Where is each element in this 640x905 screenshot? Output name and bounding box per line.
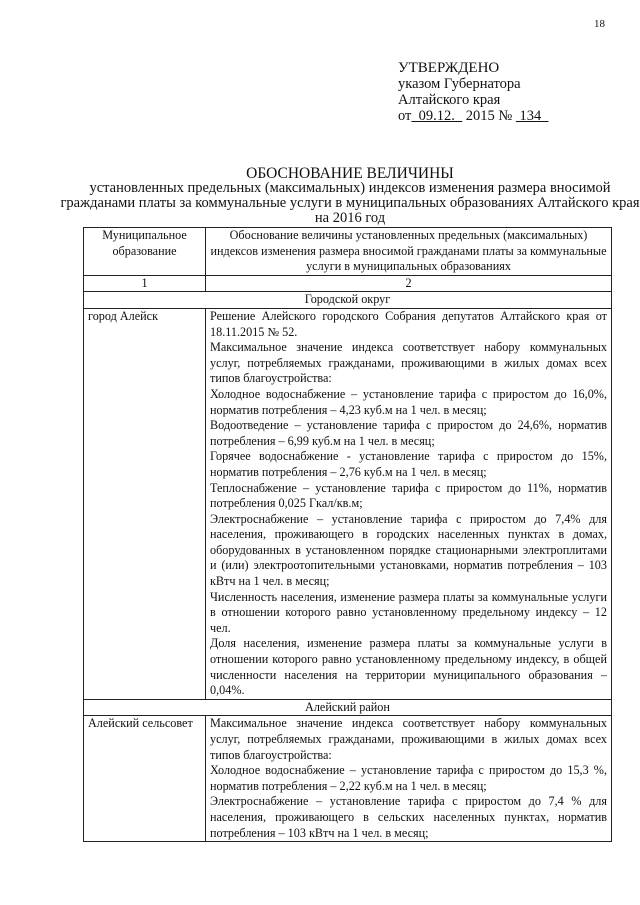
page-number: 18 xyxy=(594,18,605,30)
section-title: Алейский район xyxy=(84,699,612,716)
justification-text xyxy=(206,308,612,699)
paragraph: Максимальное значение индекса соответствует набору коммунальных услуг, потребляемых гражданами, проживающими в жилых домах всех типов благоустройства: xyxy=(210,716,607,762)
approval-number: 134 xyxy=(519,108,542,124)
paragraph: Электроснабжение – установление тарифа с приростом до 7,4 % для населения, проживающего в сельских населенных пунктах, норматив потребления – 103 кВтч на 1 чел. в месяц; xyxy=(210,794,607,840)
approval-heading: УТВЕРЖДЕНО xyxy=(398,60,500,76)
column-number-row xyxy=(84,275,612,292)
approval-date: 09.12. xyxy=(418,108,455,124)
justification-text xyxy=(206,716,612,842)
paragraph: Доля населения, изменение размера платы за коммунальные услуги в отношении которого равно установленному предельному индексу, в общей численности населения на территории муниципального образования – 0,04%. xyxy=(210,636,607,698)
paragraph: Численность населения, изменение размера платы за коммунальные услуги в отношении которого равно установленному предельному индексу – 12 чел. xyxy=(210,589,607,635)
approval-year: 2015 № xyxy=(465,108,513,124)
justification-table xyxy=(83,227,612,842)
section-title: Городской округ xyxy=(84,292,612,309)
paragraph: Холодное водоснабжение – установление тарифа с приростом до 15,3 %, норматив потребления – 2,22 куб.м на 1 чел. в месяц; xyxy=(210,763,607,793)
header-municipality: Муниципальное образование xyxy=(84,228,206,276)
column-number-2: 2 xyxy=(206,275,612,292)
paragraph: Горячее водоснабжение - установление тарифа с приростом до 15%, норматив потребления – 2,76 куб.м на 1 чел. в месяц; xyxy=(210,449,607,479)
paragraph: Водоотведение – установление тарифа с приростом до 24,6%, норматив потребления – 6,99 куб.м на 1 чел. в месяц; xyxy=(210,418,607,448)
title-subtitle: установленных предельных (максимальных) индексов изменения размера вносимой гражданами платы за коммунальные услуги в муниципальных образованиях Алтайского края на 2016 год xyxy=(60,180,640,226)
title-main: ОБОСНОВАНИЕ ВЕЛИЧИНЫ xyxy=(246,165,454,182)
section-row xyxy=(84,292,612,309)
approval-date-prefix: от xyxy=(398,108,412,124)
document-title xyxy=(60,166,640,226)
municipality-name: город Алейск xyxy=(84,308,206,699)
table-header-row xyxy=(84,228,612,276)
municipality-name: Алейский сельсовет xyxy=(84,716,206,842)
table-row xyxy=(84,308,612,699)
approval-date-line xyxy=(398,108,549,124)
approval-region: Алтайского края xyxy=(398,92,501,108)
column-number-1: 1 xyxy=(84,275,206,292)
paragraph: Электроснабжение – установление тарифа с приростом до 7,4% для населения, проживающего в городских населенных пунктах в домах, оборудованных в установленном порядке стационарными электроплитами и (или) электроотопительными установками, норматив потребления – 103 кВтч на 1 чел. в месяц; xyxy=(210,511,607,589)
paragraph: Решение Алейского городского Собрания депутатов Алтайского края от 18.11.2015 № 52. xyxy=(210,308,607,339)
section-row xyxy=(84,699,612,716)
approval-block xyxy=(398,60,549,124)
table-row xyxy=(84,716,612,842)
paragraph: Максимальное значение индекса соответствует набору коммунальных услуг, потребляемых гражданами, проживающими в жилых домах всех типов благоустройства: xyxy=(210,340,607,386)
header-justification: Обоснование величины установленных предельных (максимальных) индексов изменения размера вносимой гражданами платы за коммунальные услуги в муниципальных образованиях xyxy=(206,228,612,276)
paragraph: Теплоснабжение – установление тарифа с приростом до 11%, норматив потребления 0,025 Гкал/кв.м; xyxy=(210,480,607,511)
paragraph: Холодное водоснабжение – установление тарифа с приростом до 16,0%, норматив потребления – 4,23 куб.м на 1 чел. в месяц; xyxy=(210,386,607,417)
approval-authority: указом Губернатора xyxy=(398,76,521,92)
